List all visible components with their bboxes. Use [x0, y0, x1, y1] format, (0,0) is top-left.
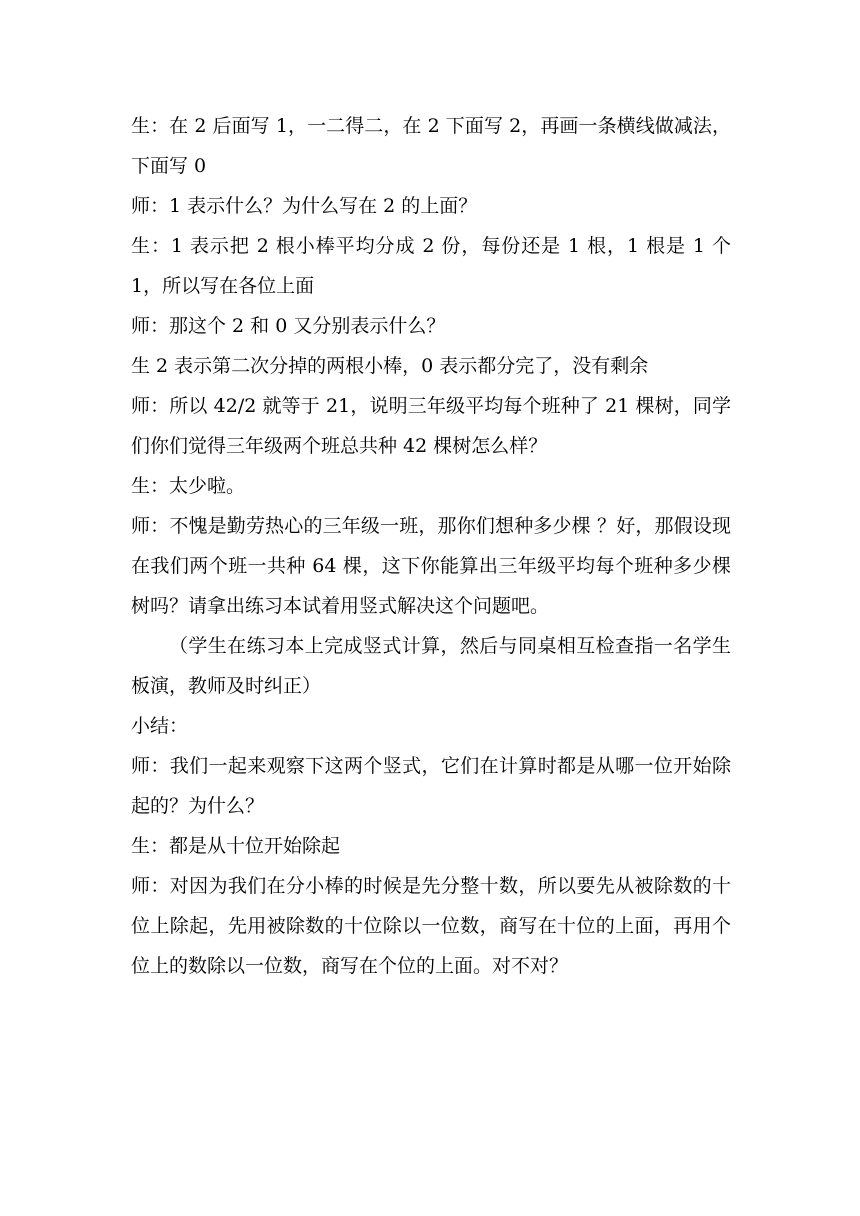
paragraph: 生：在 2 后面写 1，一二得二，在 2 下面写 2，再画一条横线做减法，下面写 0 [131, 115, 731, 177]
paragraph: 师：1 表示什么？为什么写在 2 的上面？ [131, 195, 478, 217]
paragraph: 小结： [131, 715, 189, 737]
paragraph: 师：那这个 2 和 0 又分别表示什么？ [131, 315, 446, 337]
paragraph-indented: （学生在练习本上完成竖式计算，然后与同桌相互检查指一名学生板演，教师及时纠正） [131, 635, 731, 697]
paragraph: 生：都是从十位开始除起 [131, 835, 341, 857]
paragraph: 师：不愧是勤劳热心的三年级一班，那你们想种多少棵 ？好，那假设现在我们两个班一共种 64 棵，这下你能算出三年级平均每个班种多少棵树吗？请拿出练习本试着用竖式解决这个问题吧。 [131, 515, 731, 617]
paragraph: 生：1 表示把 2 根小棒平均分成 2 份，每份还是 1 根，1 根是 1 个 1，所以写在各位上面 [131, 235, 731, 297]
paragraph: 师：我们一起来观察下这两个竖式，它们在计算时都是从哪一位开始除起的？为什么？ [131, 755, 731, 817]
paragraph: 师：所以 42/2 就等于 21，说明三年级平均每个班种了 21 棵树，同学们你们觉得三年级两个班总共种 42 棵树怎么样？ [131, 395, 731, 457]
paragraph: 生：太少啦。 [131, 475, 246, 497]
paragraph: 师：对因为我们在分小棒的时候是先分整十数，所以要先从被除数的十位上除起，先用被除数的十位除以一位数，商写在十位的上面，再用个位上的数除以一位数，商写在个位的上面。对不对？ [131, 875, 731, 977]
paragraph: 生 2 表示第二次分掉的两根小棒，0 表示都分完了，没有剩余 [131, 355, 649, 377]
document-body [131, 106, 731, 986]
